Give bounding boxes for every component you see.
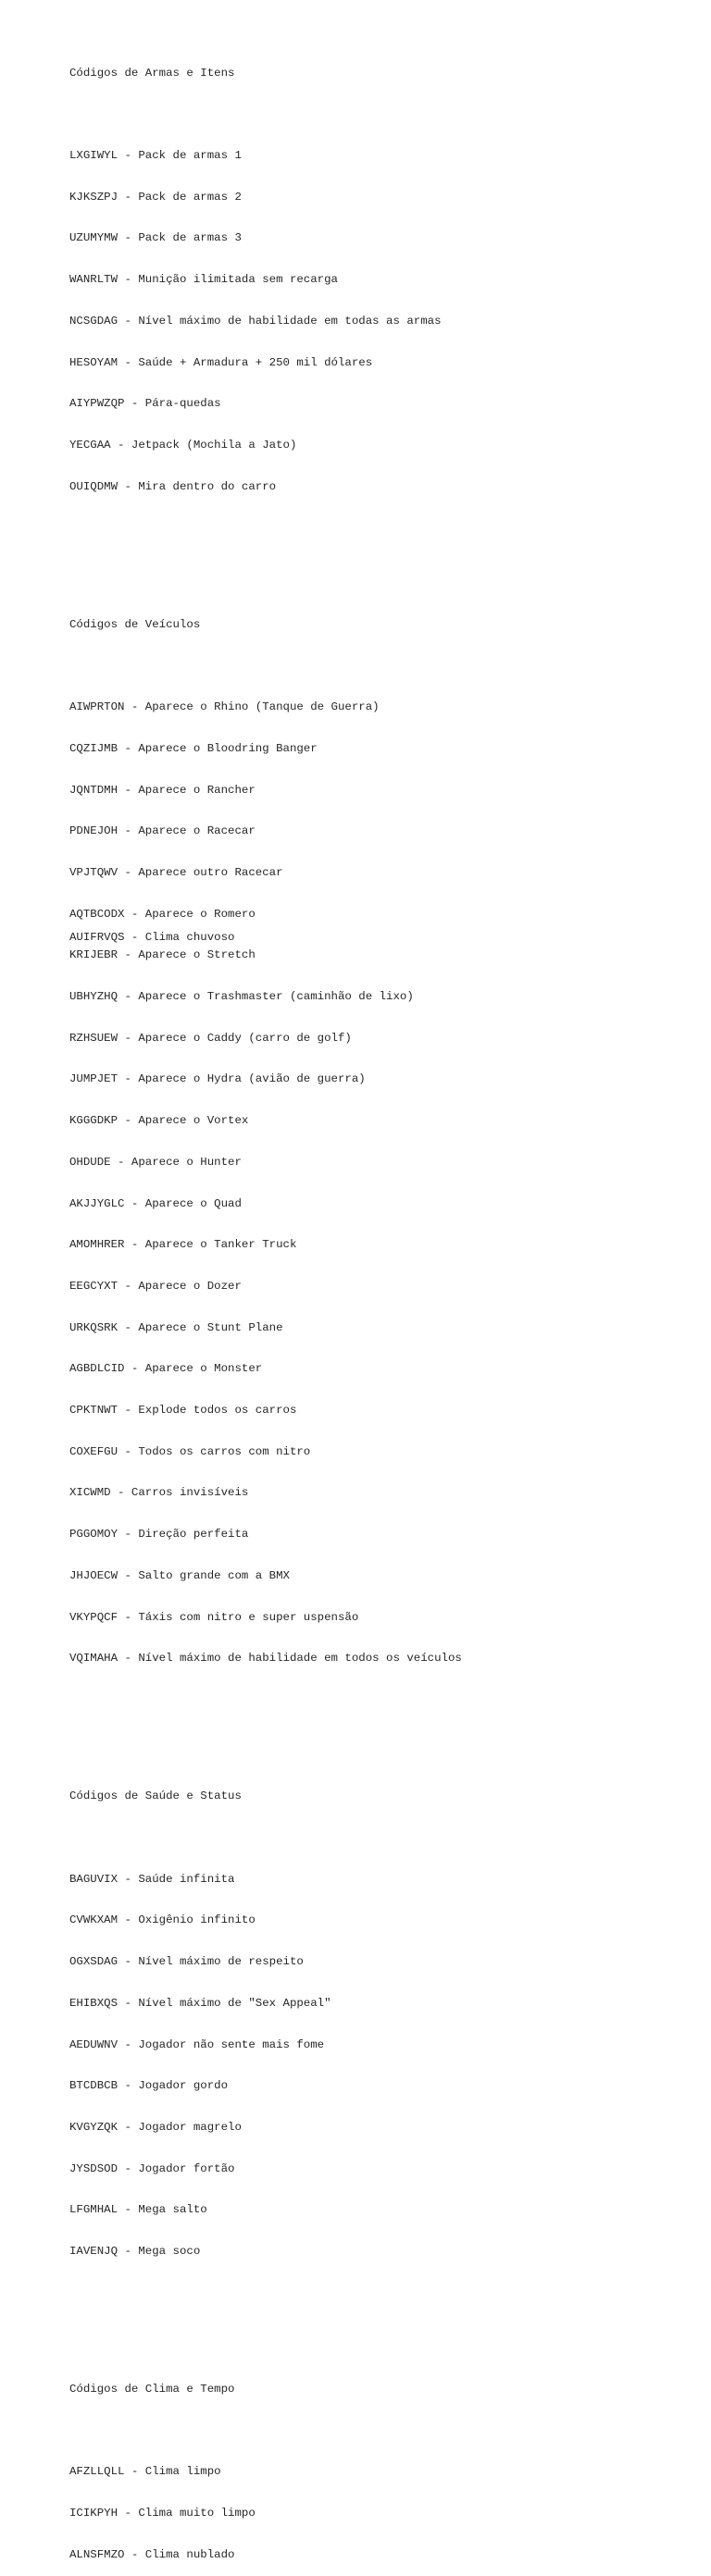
code-line: AMOMHRER - Aparece o Tanker Truck	[69, 1238, 297, 1252]
code-line: OHDUDE - Aparece o Hunter	[69, 1155, 242, 1169]
code-line: JQNTDMH - Aparece o Rancher	[69, 783, 256, 797]
code-line: AFZLLQLL - Clima limpo	[69, 2465, 221, 2479]
code-line: KVGYZQK - Jogador magrelo	[69, 2120, 242, 2134]
code-line: UZUMYMW - Pack de armas 3	[69, 231, 242, 245]
code-line: JUMPJET - Aparece o Hydra (avião de guerra)	[69, 1072, 366, 1086]
code-line: CPKTNWT - Explode todos os carros	[69, 1404, 297, 1418]
code-line: KRIJEBR - Aparece o Stretch	[69, 948, 256, 962]
code-line: OUIQDMW - Mira dentro do carro	[69, 479, 277, 493]
code-line: ICIKPYH - Clima muito limpo	[69, 2507, 256, 2520]
code-line: LXGIWYL - Pack de armas 1	[69, 149, 242, 163]
code-line: VKYPQCF - Táxis com nitro e super uspensão	[69, 1610, 359, 1624]
code-line: CQZIJMB - Aparece o Bloodring Banger	[69, 741, 318, 755]
code-line: AKJJYGLC - Aparece o Quad	[69, 1196, 242, 1210]
code-line: OGXSDAG - Nível máximo de respeito	[69, 1955, 304, 1969]
code-line: VPJTQWV - Aparece outro Racecar	[69, 865, 283, 879]
code-line: PGGOMOY - Direção perfeita	[69, 1528, 249, 1542]
code-line: XICWMD - Carros invisíveis	[69, 1486, 249, 1500]
code-line: IAVENJQ - Mega soco	[69, 2245, 201, 2259]
section-title-weather-time: Códigos de Clima e Tempo	[69, 2383, 235, 2396]
code-line: UBHYZHQ - Aparece o Trashmaster (caminhão de lixo)	[69, 990, 414, 1004]
code-line: URKQSRK - Aparece o Stunt Plane	[69, 1320, 283, 1334]
code-line: AIWPRTON - Aparece o Rhino (Tanque de Guerra)	[69, 700, 380, 714]
code-line-bottom: AUIFRVQS - Clima chuvoso	[69, 931, 235, 944]
section-title-vehicles: Códigos de Veículos	[69, 617, 201, 631]
code-line: AGBDLCID - Aparece o Monster	[69, 1362, 263, 1376]
code-line: AIYPWZQP - Pára-quedas	[69, 397, 221, 411]
code-line: NCSGDAG - Nível máximo de habilidade em todas as armas	[69, 314, 442, 328]
code-line: EEGCYXT - Aparece o Dozer	[69, 1279, 242, 1293]
section-title-weapons: Códigos de Armas e Itens	[69, 66, 235, 80]
code-line: RZHSUEW - Aparece o Caddy (carro de golf)	[69, 1031, 352, 1045]
code-line: EHIBXQS - Nível máximo de "Sex Appeal"	[69, 1996, 331, 2010]
code-line: HESOYAM - Saúde + Armadura + 250 mil dólares	[69, 355, 373, 369]
code-line: AEDUWNV - Jogador não sente mais fome	[69, 2037, 325, 2051]
code-line: ALNSFMZO - Clima nublado	[69, 2547, 235, 2561]
code-line: JYSDSOD - Jogador fortão	[69, 2161, 235, 2175]
code-line: PDNEJOH - Aparece o Racecar	[69, 824, 256, 838]
code-line: VQIMAHA - Nível máximo de habilidade em todos os veículos	[69, 1652, 462, 1666]
code-line: KJKSZPJ - Pack de armas 2	[69, 190, 242, 204]
cheat-code-document	[69, 11, 699, 2576]
code-line: AQTBCODX - Aparece o Romero	[69, 907, 256, 921]
code-line: BAGUVIX - Saúde infinita	[69, 1872, 235, 1886]
code-line: CVWKXAM - Oxigênio infinito	[69, 1913, 256, 1927]
code-line: BTCDBCB - Jogador gordo	[69, 2079, 229, 2093]
section-title-health-status: Códigos de Saúde e Status	[69, 1790, 242, 1803]
code-line: JHJOECW - Salto grande com a BMX	[69, 1568, 290, 1582]
code-line: COXEFGU - Todos os carros com nitro	[69, 1444, 311, 1458]
code-line: WANRLTW - Munição ilimitada sem recarga	[69, 273, 338, 287]
code-line: KGGGDKP - Aparece o Vortex	[69, 1114, 249, 1128]
code-line: YECGAA - Jetpack (Mochila a Jato)	[69, 438, 297, 452]
code-line: LFGMHAL - Mega salto	[69, 2203, 207, 2217]
